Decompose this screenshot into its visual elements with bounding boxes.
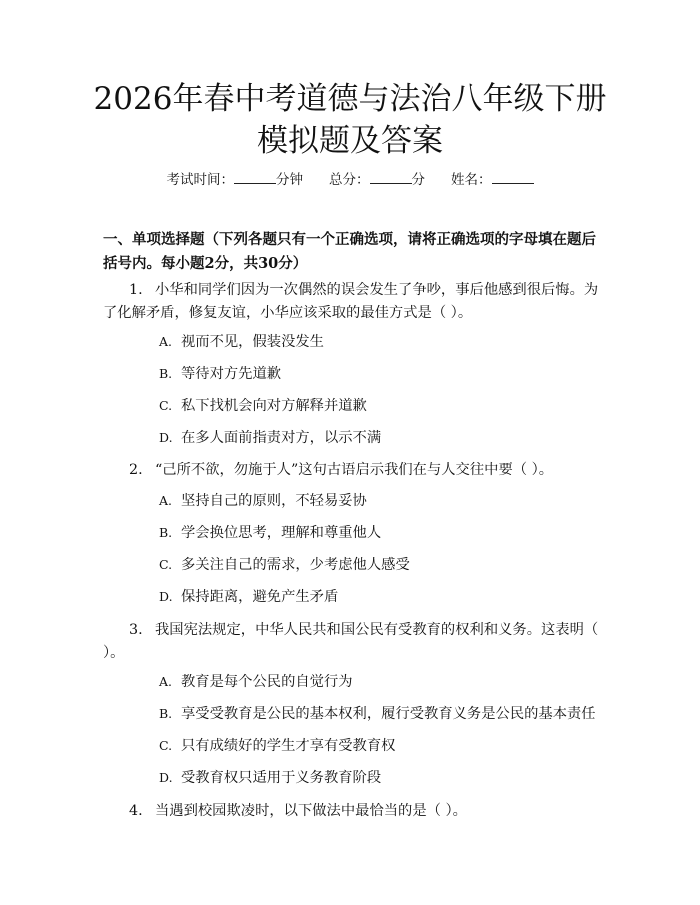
option-2c: C. 多关注自己的需求，少考虑他人感受 — [159, 557, 410, 573]
question-number: 2. — [129, 462, 143, 478]
question-number: 4. — [129, 803, 143, 819]
question-1 — [103, 279, 603, 325]
option-2b: B. 学会换位思考，理解和尊重他人 — [159, 525, 382, 541]
question-3 — [103, 619, 603, 665]
option-1c: C. 私下找机会向对方解释并道歉 — [159, 398, 367, 414]
question-stem: 当遇到校园欺凌时，以下做法中最恰当的是（ ）。 — [155, 803, 467, 819]
option-3d: D. 受教育权只适用于义务教育阶段 — [159, 770, 382, 786]
option-1d: D. 在多人面前指责对方，以示不满 — [159, 430, 382, 446]
name-blank — [492, 172, 534, 184]
question-stem: “己所不欲，勿施于人”这句古语启示我们在与人交往中要（ ）。 — [155, 462, 554, 478]
time-label: 考试时间： — [166, 172, 234, 188]
option-3c: C. 只有成绩好的学生才享有受教育权 — [159, 738, 396, 754]
time-unit: 分钟 — [276, 172, 303, 188]
exam-title: 2026年春中考道德与法治八年级下册模拟题及答案 — [93, 81, 607, 159]
name-label: 姓名： — [451, 172, 492, 188]
option-2d: D. 保持距离，避免产生矛盾 — [159, 589, 339, 605]
question-number: 1. — [129, 282, 143, 298]
score-unit: 分 — [411, 172, 425, 188]
option-1b: B. 等待对方先道歉 — [159, 366, 282, 382]
score-blank — [370, 172, 412, 184]
question-4 — [103, 800, 603, 823]
option-1a: A. 视而不见，假装没发生 — [159, 334, 324, 350]
time-blank — [234, 172, 276, 184]
question-stem: 我国宪法规定，中华人民共和国公民有受教育的权利和义务。这表明（ ）。 — [103, 622, 599, 661]
option-3b: B. 享受受教育是公民的基本权利，履行受教育义务是公民的基本责任 — [159, 706, 596, 722]
option-2a: A. 坚持自己的原则，不轻易妥协 — [159, 493, 367, 509]
score-label: 总分： — [329, 172, 370, 188]
exam-meta — [0, 168, 700, 188]
question-number: 3. — [129, 622, 143, 638]
question-2 — [103, 459, 603, 482]
question-stem: 小华和同学们因为一次偶然的误会发生了争吵，事后他感到很后悔。为了化解矛盾，修复友谊，小华应该采取的最佳方式是（ ）。 — [103, 282, 599, 321]
section-heading: 一、单项选择题（下列各题只有一个正确选项，请将正确选项的字母填在题后括号内。每小题2分，共30分） — [103, 231, 596, 272]
option-3a: A. 教育是每个公民的自觉行为 — [159, 674, 353, 690]
